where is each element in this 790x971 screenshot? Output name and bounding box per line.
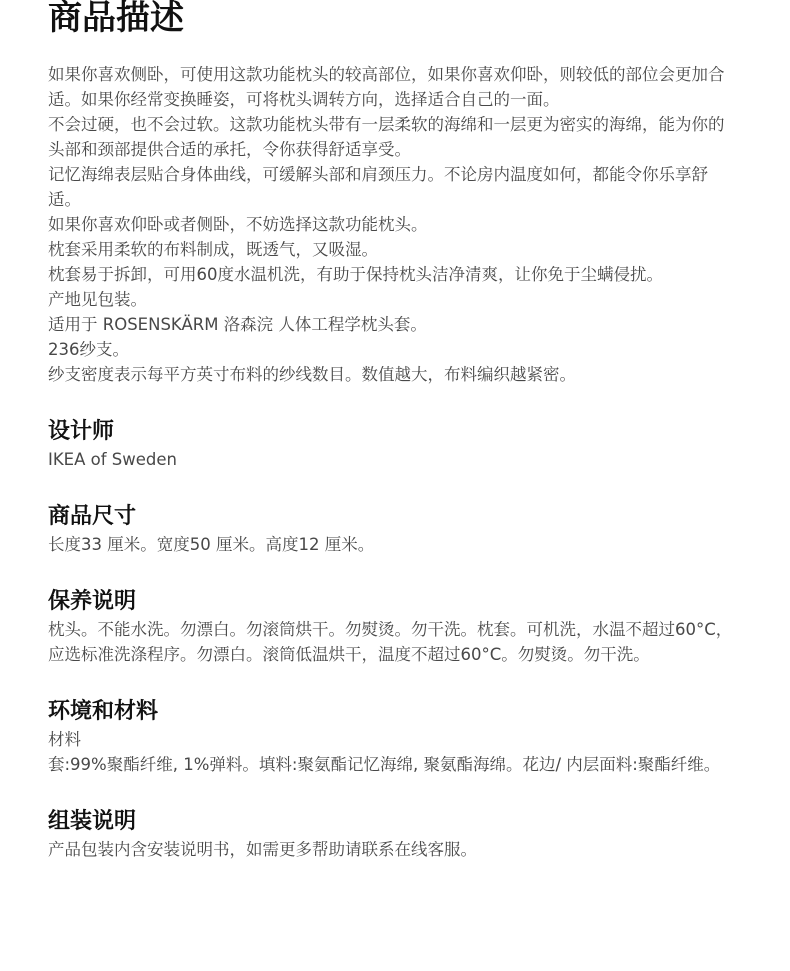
description-paragraph: 纱支密度表示每平方英寸布料的纱线数目。数值越大，布料编织越紧密。 <box>48 365 576 384</box>
description-paragraph: 如果你喜欢仰卧或者侧卧，不妨选择这款功能枕头。 <box>48 215 428 234</box>
dimensions-heading: 商品尺寸 <box>48 504 137 529</box>
materials-label: 材料 <box>48 730 81 749</box>
care-text: 枕头。不能水洗。勿漂白。勿滚筒烘干。勿熨烫。勿干洗。枕套。可机洗，水温不超过60°C，应选标准洗涤程序。勿漂白。滚筒低温烘干，温度不超过60°C。勿熨烫。勿干洗。 <box>48 620 733 664</box>
assembly-section <box>48 807 734 862</box>
description-paragraph: 适用于 ROSENSKÄRM 洛森浣 人体工程学枕头套。 <box>48 315 427 334</box>
page-title: 商品描述 <box>48 0 184 38</box>
care-heading: 保养说明 <box>48 589 137 614</box>
materials-heading: 环境和材料 <box>48 699 159 724</box>
dimensions-section <box>48 502 734 557</box>
materials-text: 套:99%聚酯纤维, 1%弹料。填料:聚氨酯记忆海绵, 聚氨酯海绵。花边/ 内层面料:聚酯纤维。 <box>48 755 721 774</box>
assembly-text: 产品包装内含安装说明书，如需更多帮助请联系在线客服。 <box>48 840 477 859</box>
designer-section <box>48 417 734 472</box>
description-paragraph: 枕套易于拆卸，可用60度水温机洗，有助于保持枕头洁净清爽，让你免于尘螨侵扰。 <box>48 265 663 284</box>
designer-heading: 设计师 <box>48 419 115 444</box>
materials-section <box>48 697 734 777</box>
description-paragraph: 不会过硬，也不会过软。这款功能枕头带有一层柔软的海绵和一层更为密实的海绵，能为你的头部和颈部提供合适的承托，令你获得舒适享受。 <box>48 115 725 159</box>
description-paragraph: 记忆海绵表层贴合身体曲线，可缓解头部和肩颈压力。不论房内温度如何，都能令你乐享舒适。 <box>48 165 708 209</box>
dimensions-text: 长度33 厘米。宽度50 厘米。高度12 厘米。 <box>48 535 375 554</box>
care-section <box>48 587 734 667</box>
product-description <box>48 62 734 387</box>
designer-text: IKEA of Sweden <box>48 450 177 469</box>
description-paragraph: 产地见包装。 <box>48 290 147 309</box>
description-paragraph: 236纱支。 <box>48 340 129 359</box>
assembly-heading: 组装说明 <box>48 809 137 834</box>
description-paragraph: 枕套采用柔软的布料制成，既透气，又吸湿。 <box>48 240 378 259</box>
description-paragraph: 如果你喜欢侧卧，可使用这款功能枕头的较高部位，如果你喜欢仰卧，则较低的部位会更加合适。如果你经常变换睡姿，可将枕头调转方向，选择适合自己的一面。 <box>48 65 725 109</box>
